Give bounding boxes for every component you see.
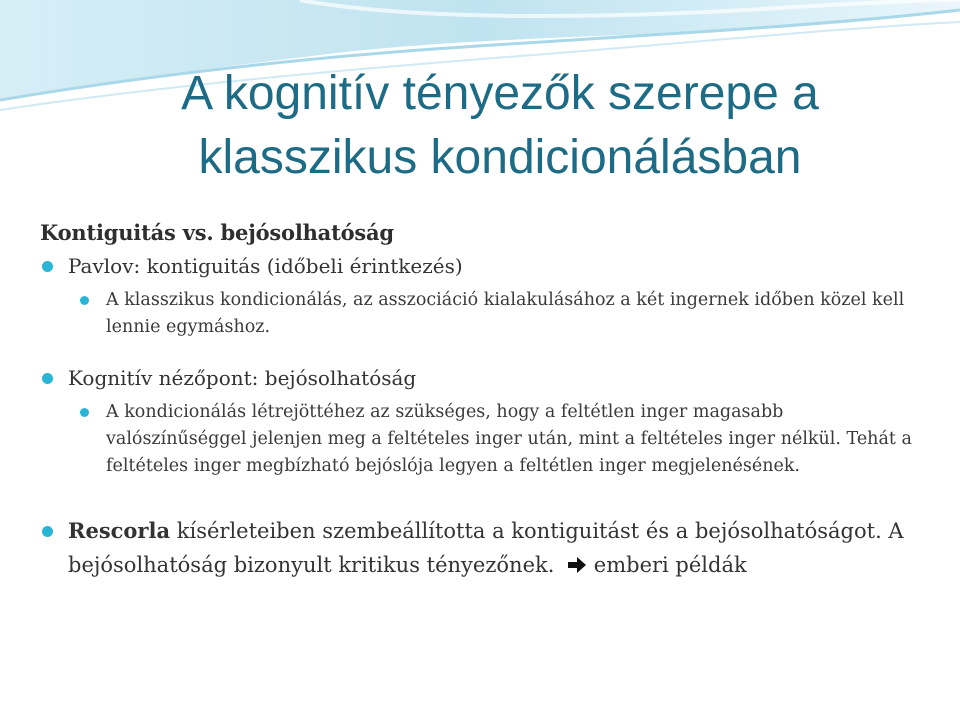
sub-bullet-item [40, 399, 920, 480]
right-arrow-icon [567, 555, 587, 575]
bullet-item-cognitive [40, 363, 920, 393]
slide-content [40, 220, 920, 582]
bullet-dot-icon [42, 261, 53, 272]
sub-bullet-text: A kondicionálás létrejöttéhez az szükséges, hogy a feltétlen inger magasabb valószínűséggel jelenjen meg a feltételes inger után, mint a feltételes inger nélkül. Tehát a feltételes inger megbízható bejóslója legyen a feltétlen inger megjelenésének. [106, 402, 912, 476]
section-heading: Kontiguitás vs. bejósolhatóság [40, 220, 394, 245]
bullet-label: Pavlov: kontiguitás (időbeli érintkezés) [68, 254, 463, 278]
bullet-item-rescorla [40, 514, 920, 582]
sub-bullet-item [40, 287, 920, 341]
examples-text: emberi példák [593, 553, 747, 577]
bullet-dot-icon [80, 296, 89, 305]
rescorla-name: Rescorla [68, 518, 171, 543]
title-line-1: A kognitív tényezők szerepe a [181, 67, 819, 120]
rescorla-text: kísérleteiben szembeállította a kontiguitást és a bejósolhatóságot. A bejósolhatóság bizonyult kritikus tényezőnek. [68, 519, 904, 577]
bullet-dot-icon [42, 373, 53, 384]
sub-bullet-text: A klasszikus kondicionálás, az asszociáció kialakulásához a két ingernek időben közel kell lennie egymáshoz. [106, 290, 905, 337]
bullet-dot-icon [80, 408, 89, 417]
slide-title [80, 62, 920, 190]
bullet-item-pavlov [40, 251, 920, 281]
bullet-label: Kognitív nézőpont: bejósolhatóság [68, 366, 417, 390]
title-line-2: klasszikus kondicionálásban [198, 131, 802, 184]
bullet-dot-icon [42, 526, 53, 537]
